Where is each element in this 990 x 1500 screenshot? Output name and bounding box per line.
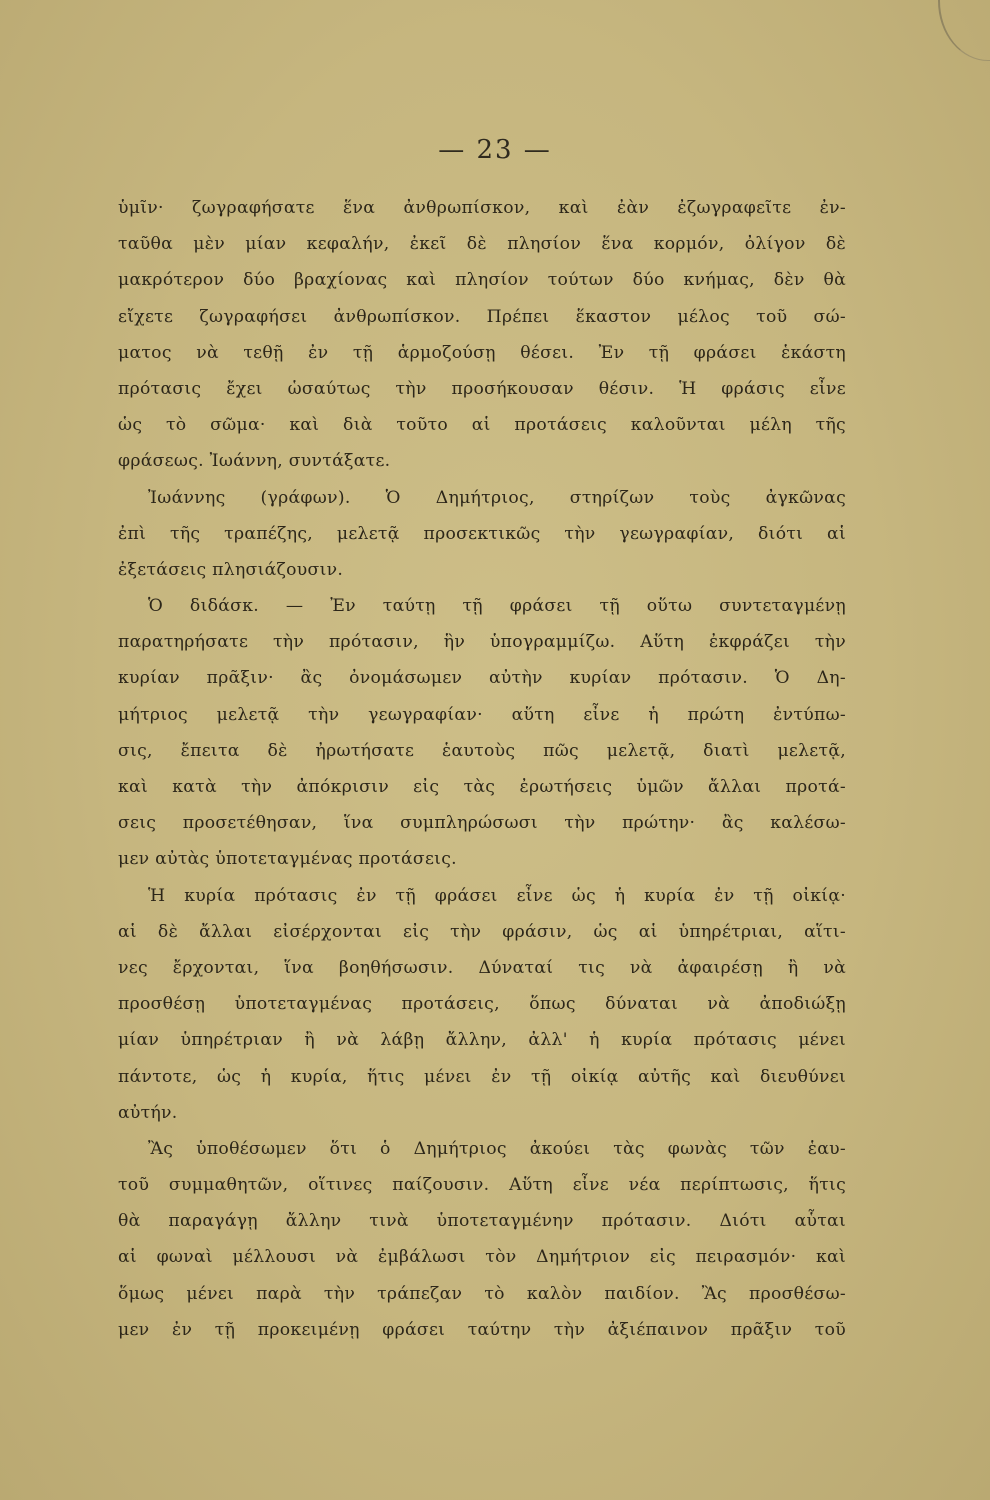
text-line: ἐπὶ τῆς τραπέζης, μελετᾷ προσεκτικῶς τὴν γεωγραφίαν, διότι αἱ bbox=[118, 523, 846, 544]
text-line: Ὁ διδάσκ. — Ἐν ταύτῃ τῇ φράσει τῇ οὕτω συντεταγμένῃ bbox=[148, 596, 846, 617]
page-corner-mark bbox=[938, 0, 990, 61]
text-line: τοῦ συμμαθητῶν, οἵτινες παίζουσιν. Αὕτη εἶνε νέα περίπτωσις, ἥτις bbox=[118, 1175, 846, 1196]
text-line: αὐτήν. bbox=[118, 1102, 178, 1123]
text-line: Ἂς ὑποθέσωμεν ὅτι ὁ Δημήτριος ἀκούει τὰς φωνὰς τῶν ἑαυ- bbox=[148, 1138, 846, 1159]
text-line: μίαν ὑπηρέτριαν ἢ νὰ λάβῃ ἄλλην, ἀλλ' ἡ κυρία πρότασις μένει bbox=[118, 1030, 846, 1051]
text-line: ἐξετάσεις πλησιάζουσιν. bbox=[118, 559, 344, 580]
text-line: νες ἔρχονται, ἵνα βοηθήσωσιν. Δύναταί τις νὰ ἀφαιρέσῃ ἢ νὰ bbox=[118, 957, 846, 978]
text-line: ματος νὰ τεθῇ ἐν τῇ ἁρμοζούσῃ θέσει. Ἐν τῇ φράσει ἑκάστη bbox=[118, 342, 846, 363]
text-line: μεν αὐτὰς ὑποτεταγμένας προτάσεις. bbox=[118, 849, 457, 870]
text-line: ὡς τὸ σῶμα· καὶ διὰ τοῦτο αἱ προτάσεις καλοῦνται μέλη τῆς bbox=[118, 415, 846, 436]
text-line: ταῦθα μὲν μίαν κεφαλήν, ἐκεῖ δὲ πλησίον ἕνα κορμόν, ὀλίγον δὲ bbox=[118, 234, 846, 255]
text-line: παρατηρήσατε τὴν πρότασιν, ἣν ὑπογραμμίζω. Αὕτη ἐκφράζει τὴν bbox=[118, 632, 846, 653]
text-line: σις, ἔπειτα δὲ ἠρωτήσατε ἑαυτοὺς πῶς μελετᾷ, διατὶ μελετᾷ, bbox=[118, 740, 846, 761]
text-line: θὰ παραγάγῃ ἄλλην τινὰ ὑποτεταγμένην πρότασιν. Διότι αὗται bbox=[118, 1211, 846, 1232]
text-line: κυρίαν πρᾶξιν· ἂς ὀνομάσωμεν αὐτὴν κυρίαν πρότασιν. Ὁ Δη- bbox=[118, 668, 846, 689]
text-line: φράσεως. Ἰωάννη, συντάξατε. bbox=[118, 451, 391, 472]
page-number: — 23 — bbox=[438, 135, 552, 165]
text-line: αἱ φωναὶ μέλλουσι νὰ ἐμβάλωσι τὸν Δημήτριον εἰς πειρασμόν· καὶ bbox=[118, 1247, 846, 1268]
text-line: εἴχετε ζωγραφήσει ἀνθρωπίσκον. Πρέπει ἕκαστον μέλος τοῦ σώ- bbox=[118, 306, 846, 327]
text-line: ὅμως μένει παρὰ τὴν τράπεζαν τὸ καλὸν παιδίον. Ἂς προσθέσω- bbox=[118, 1283, 846, 1304]
text-line: Ἡ κυρία πρότασις ἐν τῇ φράσει εἶνε ὡς ἡ κυρία ἐν τῇ οἰκίᾳ· bbox=[148, 885, 846, 906]
body-text bbox=[118, 190, 846, 1348]
text-line: αἱ δὲ ἄλλαι εἰσέρχονται εἰς τὴν φράσιν, ὡς αἱ ὑπηρέτριαι, αἵτι- bbox=[118, 921, 846, 942]
text-line: καὶ κατὰ τὴν ἀπόκρισιν εἰς τὰς ἐρωτήσεις ὑμῶν ἄλλαι προτά- bbox=[118, 777, 846, 797]
text-line: μεν ἐν τῇ προκειμένῃ φράσει ταύτην τὴν ἀξιέπαινον πρᾶξιν τοῦ bbox=[118, 1319, 846, 1340]
text-line: ὑμῖν· ζωγραφήσατε ἕνα ἀνθρωπίσκον, καὶ ἐὰν ἐζωγραφεῖτε ἐν- bbox=[118, 198, 846, 218]
text-line: προσθέσῃ ὑποτεταγμένας προτάσεις, ὅπως δύναται νὰ ἀποδιώξῃ bbox=[118, 994, 846, 1015]
text-line: πρότασις ἔχει ὡσαύτως τὴν προσήκουσαν θέσιν. Ἡ φράσις εἶνε bbox=[118, 378, 846, 399]
text-line: Ἰωάννης (γράφων). Ὁ Δημήτριος, στηρίζων τοὺς ἀγκῶνας bbox=[148, 487, 846, 508]
text-line: πάντοτε, ὡς ἡ κυρία, ἥτις μένει ἐν τῇ οἰκίᾳ αὐτῆς καὶ διευθύνει bbox=[118, 1066, 846, 1087]
text-line: μακρότερον δύο βραχίονας καὶ πλησίον τούτων δύο κνήμας, δὲν θὰ bbox=[118, 270, 846, 291]
text-line: σεις προσετέθησαν, ἵνα συμπληρώσωσι τὴν πρώτην· ἂς καλέσω- bbox=[118, 813, 846, 834]
text-line: μήτριος μελετᾷ τὴν γεωγραφίαν· αὕτη εἶνε ἡ πρώτη ἐντύπω- bbox=[118, 704, 846, 725]
